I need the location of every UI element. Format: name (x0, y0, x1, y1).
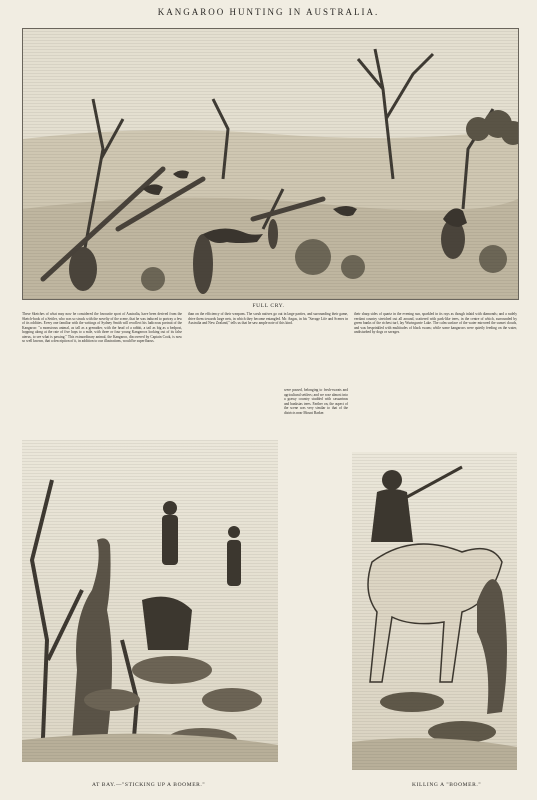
top-caption: FULL CRY. (252, 303, 285, 309)
full-cry-engraving (22, 28, 519, 300)
at-bay-engraving (22, 440, 278, 762)
left-caption: AT BAY.—"STICKING UP A BOOMER." (92, 782, 206, 788)
article-column-1: These Sketches of what may now be considered the favourite sport of Australia, have been derived from the Sketch-book of a Settler, who was so struck with the novelty of the scene, that he was induced to portray a few of its oddities. Every one familiar with the writings of Sydney Smith will recollect his ludicrous portrait of the Kangaroo: "a monstrous animal, as tall as a grenadier, with the head of a rabbit, a tail as big as a bedpost, hopping along at the rate of five hops to a mile, with three or four young Kangaroos looking out of its false uterus, to see what is passing." This extraordinary animal, the Kangaroo, discovered by Captain Cook, is now so well known, that a description of it, in addition to our illustrations, would be superfluous. (22, 312, 182, 343)
article-column-2: than on the efficiency of their weapons. The scrub natives go out in large parties, and surrounding their game, drive them towards large nets, in which they become entangled. Mr. Angas, in his "Savage Life and Scenes in Australia and New Zealand," tells us that he saw ample note of this kind. (188, 312, 348, 325)
article-column-3: their sharp sides of quartz in the evening sun, sparkled in its rays as though inlaid with diamonds; and a rudely verdant country stretched out all around, scattered with park-like trees, in the centre of which, surrounded by green banks of the richest turf, lay Wuringurrie Lake. The calm surface of the water mirrored the sunset clouds, and was besprinkled with multitudes of black swans; while some kangaroos were quietly feeding on the water, undisturbed by dogs or savages. (354, 312, 517, 334)
right-caption: KILLING A "BOOMER." (412, 782, 482, 788)
article-column-2-continued: were passed, belonging to fresh-sweats and agricultural settlers; and we rose almost into a grassy country studded with casuarinas and banksias trees. Farther on, the aspect of the scene was very similar to that of the districts near Mount Barker. (284, 388, 348, 415)
page-title: KANGAROO HUNTING IN AUSTRALIA. (157, 7, 380, 17)
killing-boomer-engraving (352, 452, 517, 770)
